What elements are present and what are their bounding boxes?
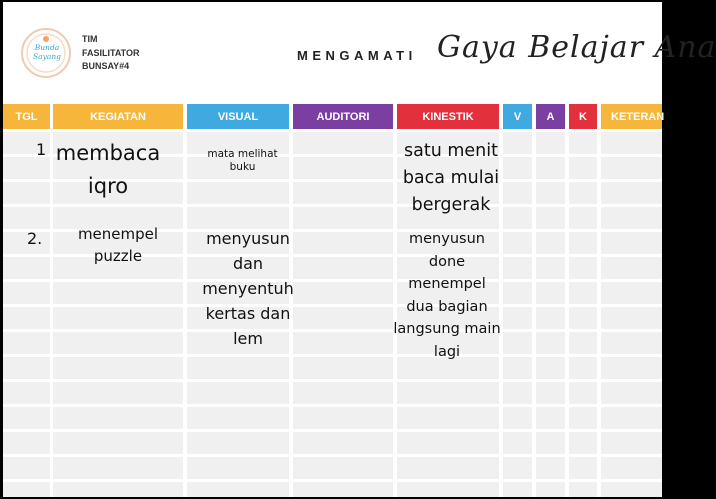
table-cell <box>3 382 50 404</box>
table-cell <box>601 257 662 279</box>
title-prefix: MENGAMATI <box>297 48 417 63</box>
table-cell <box>601 232 662 254</box>
logo-text: Bunda Sayang <box>33 43 61 61</box>
table-cell <box>601 482 662 497</box>
table-cell <box>569 182 597 204</box>
col-header-keterangan: KETERAN <box>601 104 662 129</box>
table-cell <box>3 307 50 329</box>
table-cell <box>569 482 597 497</box>
table-cell <box>53 307 183 329</box>
table-cell <box>53 382 183 404</box>
row1-tgl: 1 <box>36 140 47 159</box>
table-cell <box>3 257 50 279</box>
table-cell <box>397 407 499 429</box>
table-cell <box>601 432 662 454</box>
team-label <box>82 33 140 74</box>
table-cell <box>53 457 183 479</box>
table-cell <box>3 157 50 179</box>
table-cell <box>536 257 565 279</box>
table-cell <box>53 407 183 429</box>
table-cell <box>569 257 597 279</box>
table-cell <box>536 307 565 329</box>
table-cell <box>569 282 597 304</box>
table-cell <box>187 432 289 454</box>
table-cell <box>293 457 393 479</box>
table-cell <box>601 132 662 154</box>
table-cell <box>53 432 183 454</box>
col-header-visual: VISUAL <box>187 104 289 129</box>
table-cell <box>293 382 393 404</box>
table-cell <box>536 457 565 479</box>
table-cell <box>53 357 183 379</box>
table-cell <box>3 332 50 354</box>
table-cell <box>397 457 499 479</box>
col-header-k: K <box>569 104 597 129</box>
table-cell <box>503 407 532 429</box>
table-cell <box>503 482 532 497</box>
table-cell <box>187 482 289 497</box>
table-cell <box>187 182 289 204</box>
table-cell <box>601 282 662 304</box>
table-cell <box>293 407 393 429</box>
table-cell <box>293 132 393 154</box>
table-cell <box>293 182 393 204</box>
table-cell <box>569 132 597 154</box>
col-header-kegiatan: KEGIATAN <box>53 104 183 129</box>
table-cell <box>187 357 289 379</box>
table-cell <box>3 407 50 429</box>
table-cell <box>293 157 393 179</box>
col-header-auditori: AUDITORI <box>293 104 393 129</box>
table-cell <box>293 432 393 454</box>
row2-kegiatan: menempel puzzle <box>77 225 159 265</box>
table-cell <box>569 332 597 354</box>
table-cell <box>503 457 532 479</box>
table-cell <box>601 382 662 404</box>
table-cell <box>3 482 50 497</box>
table-cell <box>536 407 565 429</box>
table-cell <box>601 157 662 179</box>
table-cell <box>569 157 597 179</box>
table-cell <box>503 432 532 454</box>
table-cell <box>53 332 183 354</box>
bunda-sayang-logo <box>21 28 71 78</box>
table-cell <box>53 282 183 304</box>
table-cell <box>601 457 662 479</box>
table-cell <box>503 382 532 404</box>
table-cell <box>601 182 662 204</box>
table-cell <box>569 307 597 329</box>
table-cell <box>187 382 289 404</box>
table-cell <box>397 432 499 454</box>
team-line-1: TIM <box>82 34 98 44</box>
table-cell <box>569 457 597 479</box>
table-cell <box>293 482 393 497</box>
row2-visual: menyusun dan menyentuh kertas dan lem <box>202 229 294 348</box>
table-cell <box>601 407 662 429</box>
table-cell <box>569 232 597 254</box>
table-cell <box>536 132 565 154</box>
table-cell <box>569 407 597 429</box>
table-cell <box>536 282 565 304</box>
table-cell <box>397 482 499 497</box>
table-cell <box>536 332 565 354</box>
team-line-3: BUNSAY#4 <box>82 61 130 71</box>
col-header-v: V <box>503 104 532 129</box>
table-cell <box>3 207 50 229</box>
table-cell <box>3 282 50 304</box>
table-cell <box>536 207 565 229</box>
row1-visual: mata melihat buku <box>207 148 278 173</box>
table-cell <box>187 457 289 479</box>
table-cell <box>536 157 565 179</box>
table-cell <box>601 307 662 329</box>
table-cell <box>601 357 662 379</box>
table-cell <box>3 357 50 379</box>
table-cell <box>536 232 565 254</box>
table-cell <box>397 382 499 404</box>
table-cell <box>536 482 565 497</box>
col-header-tgl: TGL <box>3 104 50 129</box>
table-cell <box>569 207 597 229</box>
row1-kegiatan: membaca iqro <box>55 141 161 198</box>
observation-sheet <box>3 2 716 497</box>
table-cell <box>569 432 597 454</box>
table-cell <box>536 382 565 404</box>
team-line-2: FASILITATOR <box>82 47 140 58</box>
row2-kinestik: menyusun done menempel dua bagian langsung main lagi <box>393 231 501 360</box>
col-header-a: A <box>536 104 565 129</box>
table-cell <box>536 432 565 454</box>
table-cell <box>536 182 565 204</box>
row2-tgl: 2. <box>27 229 43 248</box>
title-script: Gaya Belajar Ana <box>437 30 716 65</box>
table-cell <box>3 182 50 204</box>
table-cell <box>601 332 662 354</box>
row1-kinestik: satu menit baca mulai bergerak <box>402 141 500 215</box>
table-cell <box>187 407 289 429</box>
table-cell <box>569 357 597 379</box>
table-cell <box>569 382 597 404</box>
table-cell <box>536 357 565 379</box>
table-cell <box>601 207 662 229</box>
table-cell <box>3 457 50 479</box>
table-cell <box>53 482 183 497</box>
col-header-kinestik: KINESTIK <box>397 104 499 129</box>
table-cell <box>3 432 50 454</box>
